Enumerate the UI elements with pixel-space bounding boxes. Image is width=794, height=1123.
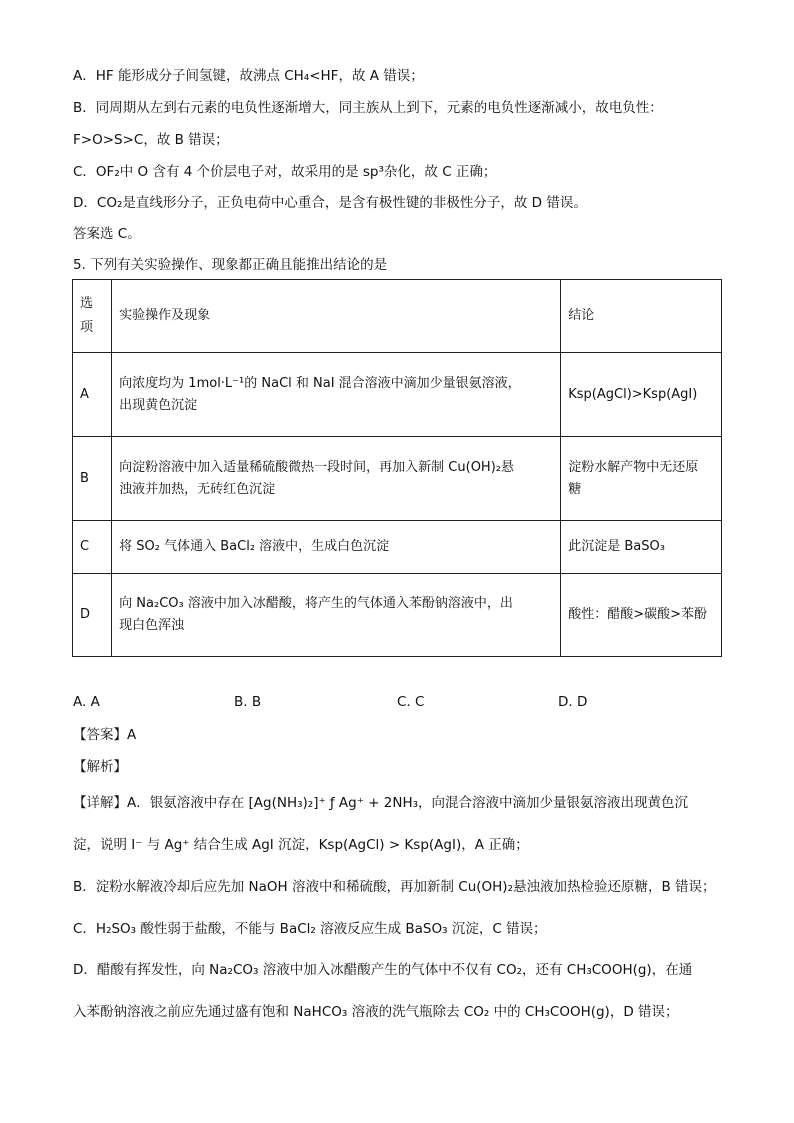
text-line-a: A．HF 能形成分子间氢键，故沸点 CH₄<HF，故 A 错误； <box>73 68 424 84</box>
answer-value: A <box>127 727 137 743</box>
row-operation-line2: 浊液并加热，无砖红色沉淀 <box>119 481 276 497</box>
choice-a: A. A <box>73 694 100 710</box>
header-option-text: 选项 <box>80 296 94 335</box>
row-operation-line1: 将 SO₂ 气体通入 BaCl₂ 溶液中，生成白色沉淀 <box>119 539 390 554</box>
row-conclusion <box>561 353 722 437</box>
row-operation-line2: 出现黄色沉淀 <box>119 397 198 413</box>
header-option <box>73 280 112 353</box>
table-row <box>73 574 722 657</box>
row-conclusion <box>561 437 722 521</box>
choice-c: C. C <box>397 694 425 710</box>
detail-a-line2: 淀，说明 I⁻ 与 Ag⁺ 结合生成 AgI 沉淀，Ksp(AgCl) > Ksp(AgI)，A 正确； <box>73 837 529 853</box>
text-line-d: D．CO₂是直线形分子，正负电荷中心重合，是含有极性键的非极性分子，故 D 错误。 <box>73 195 587 211</box>
row-option: D <box>73 574 112 657</box>
table-row <box>73 353 722 437</box>
experiment-table <box>72 279 722 657</box>
text-line-c: C．OF₂中 O 含有 4 个价层电子对，故采用的是 sp³杂化，故 C 正确； <box>73 164 497 180</box>
answer-line <box>73 725 136 745</box>
detail-b: B．淀粉水解液冷却后应先加 NaOH 溶液中和稀硫酸，再加新制 Cu(OH)₂悬浊液加热检验还原糖，B 错误； <box>73 879 716 895</box>
row-operation <box>112 521 561 574</box>
row-option: A <box>73 353 112 437</box>
row-conclusion-line1: 淀粉水解产物中无还原 <box>568 459 699 475</box>
detail-c: C．H₂SO₃ 酸性弱于盐酸，不能与 BaCl₂ 溶液反应生成 BaSO₃ 沉淀，C 错误； <box>73 921 547 937</box>
table-header-row <box>73 280 722 353</box>
question-5-stem: 5. 下列有关实验操作、现象都正确且能推出结论的是 <box>73 257 388 273</box>
answer-line-prev: 答案选 C。 <box>73 226 141 242</box>
row-conclusion <box>561 574 722 657</box>
row-option: C <box>73 521 112 574</box>
row-operation <box>112 437 561 521</box>
table-row <box>73 437 722 521</box>
detail-d-line2: 入苯酚钠溶液之前应先通过盛有饱和 NaHCO₃ 溶液的洗气瓶除去 CO₂ 中的 CH₃COOH(g)，D 错误； <box>73 1004 679 1020</box>
text-line-b: B．同周期从左到右元素的电负性逐渐增大，同主族从上到下，元素的电负性逐渐减小，故电负性： <box>73 100 663 116</box>
detail-a-line1: 【详解】A．银氨溶液中存在 [Ag(NH₃)₂]⁺ ƒ Ag⁺ + 2NH₃，向混合溶液中滴加少量银氨溶液出现黄色沉 <box>73 795 689 811</box>
text-line-b-cont: F>O>S>C，故 B 错误； <box>73 132 229 148</box>
row-operation-line1: 向 Na₂CO₃ 溶液中加入冰醋酸，将产生的气体通入苯酚钠溶液中，出 <box>119 596 513 611</box>
row-conclusion <box>561 521 722 574</box>
row-operation-line2: 现白色浑浊 <box>119 618 185 633</box>
header-conclusion: 结论 <box>561 280 722 353</box>
row-conclusion-line2: 糖 <box>568 481 582 497</box>
row-option: B <box>73 437 112 521</box>
detail-d-line1: D．醋酸有挥发性，向 Na₂CO₃ 溶液中加入冰醋酸产生的气体中不仅有 CO₂，还有 CH₃COOH(g)，在通 <box>73 962 693 978</box>
analysis-label: 【解析】 <box>73 759 127 775</box>
row-conclusion-line1: 此沉淀是 BaSO₃ <box>568 539 665 554</box>
row-conclusion-line1: Ksp(AgCl)>Ksp(AgI) <box>568 386 698 402</box>
choice-d: D. D <box>558 694 588 710</box>
table-row <box>73 521 722 574</box>
row-operation <box>112 353 561 437</box>
choice-b: B. B <box>234 694 262 710</box>
row-operation <box>112 574 561 657</box>
row-conclusion-line1: 酸性：醋酸>碳酸>苯酚 <box>568 607 708 622</box>
row-operation-line1: 向浓度均为 1mol·L⁻¹的 NaCl 和 NaI 混合溶液中滴加少量银氨溶液， <box>119 375 521 391</box>
header-operation: 实验操作及现象 <box>112 280 561 353</box>
answer-label: 【答案】 <box>73 727 127 743</box>
row-operation-line1: 向淀粉溶液中加入适量稀硫酸微热一段时间，再加入新制 Cu(OH)₂悬 <box>119 459 514 475</box>
